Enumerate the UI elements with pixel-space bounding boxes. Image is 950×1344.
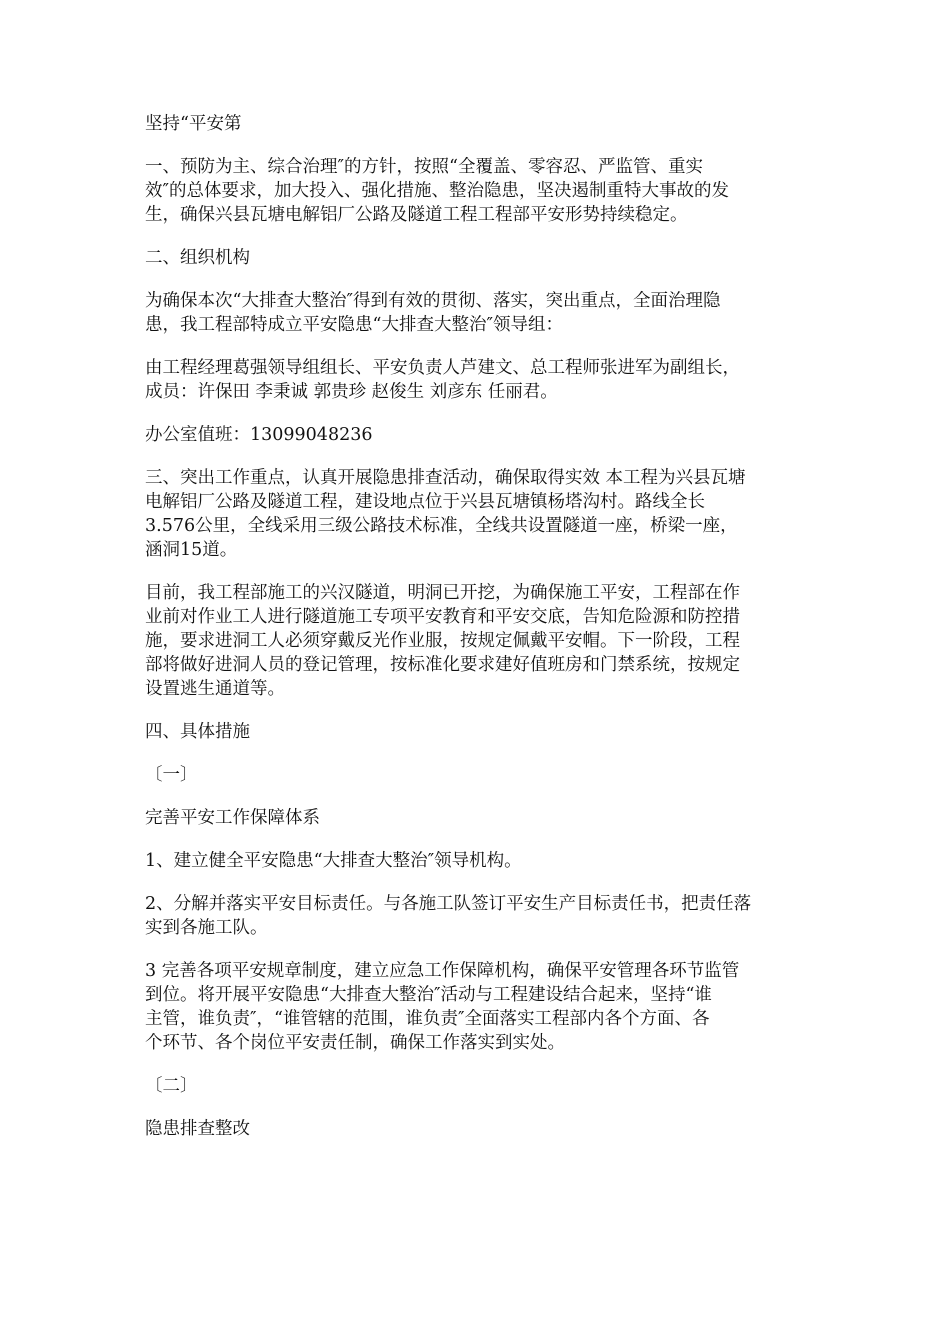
text-line: 三、突出工作重点，认真开展隐患排查活动，确保取得实效 本工程为兴县瓦塘 xyxy=(145,468,746,488)
text-line: 患，我工程部特成立平安隐患“大排查大整治″领导组： xyxy=(145,315,563,335)
paragraph-key-work xyxy=(145,466,810,562)
text-line: 实到各施工队。 xyxy=(145,918,268,938)
text-line: 施，要求进洞工人必须穿戴反光作业服，按规定佩戴平安帽。下一阶段，工程 xyxy=(145,631,740,651)
text-line: 效″的总体要求，加大投入、强化措施、整治隐患，坚决遏制重特大事故的发 xyxy=(145,181,730,201)
text-line: 个环节、各个岗位平安责任制，确保工作落实到实处。 xyxy=(145,1033,565,1053)
subsection-number-1 xyxy=(145,763,810,787)
text-line: 到位。将开展平安隐患“大排查大整治″活动与工程建设结合起来，坚持“谁 xyxy=(145,985,712,1005)
text-line: 1、建立健全平安隐患“大排查大整治″领导机构。 xyxy=(145,851,522,871)
text-line: 完善平安工作保障体系 xyxy=(145,808,320,828)
text-line: 〔一〕 xyxy=(145,765,198,785)
section-heading-measures xyxy=(145,720,810,744)
document-body xyxy=(145,112,810,1160)
text-line: 生，确保兴县瓦塘电解铝厂公路及隧道工程工程部平安形势持续稳定。 xyxy=(145,205,688,225)
text-line: 电解铝厂公路及隧道工程，建设地点位于兴县瓦塘镇杨塔沟村。路线全长 xyxy=(145,492,705,512)
list-item-2 xyxy=(145,892,810,940)
text-line: 隐患排查整改 xyxy=(145,1119,250,1139)
text-line: 2、分解并落实平安目标责任。与各施工队签订平安生产目标责任书，把责任落 xyxy=(145,894,752,914)
section-heading-organization xyxy=(145,246,810,270)
text-line: 目前，我工程部施工的兴汉隧道，明洞已开挖，为确保施工平安，工程部在作 xyxy=(145,583,740,603)
text-line: 主管，谁负责″，“谁管辖的范围，谁负责″全面落实工程部内各个方面、各 xyxy=(145,1009,710,1029)
subsection-number-2 xyxy=(145,1074,810,1098)
text-line: 为确保本次“大排查大整治″得到有效的贯彻、落实，突出重点，全面治理隐 xyxy=(145,291,721,311)
subsection-title-safety-system xyxy=(145,806,810,830)
paragraph-organization-members xyxy=(145,356,810,404)
text-line: 部将做好进洞人员的登记管理，按标准化要求建好值班房和门禁系统，按规定 xyxy=(145,655,740,675)
text-line: 坚持“平安第 xyxy=(145,114,242,134)
text-line: 〔二〕 xyxy=(145,1076,198,1096)
paragraph-guideline xyxy=(145,155,810,227)
heading-text: 四、具体措施 xyxy=(145,722,250,742)
list-item-3 xyxy=(145,959,810,1055)
subsection-title-hazard-rectification xyxy=(145,1117,810,1141)
text-line: 一、预防为主、综合治理″的方针，按照“全覆盖、零容忍、严监管、重实 xyxy=(145,157,703,177)
text-line: 办公室值班：13099048236 xyxy=(145,425,373,445)
text-line: 业前对作业工人进行隧道施工专项平安教育和平安交底，告知危险源和防控措 xyxy=(145,607,740,627)
text-line: 3.576公里，全线采用三级公路技术标准，全线共设置隧道一座，桥梁一座， xyxy=(145,516,738,536)
list-item-1 xyxy=(145,849,810,873)
text-line: 设置逃生通道等。 xyxy=(145,679,285,699)
paragraph-current-status xyxy=(145,581,810,701)
paragraph-intro xyxy=(145,112,810,136)
heading-text: 二、组织机构 xyxy=(145,248,250,268)
paragraph-office-duty xyxy=(145,423,810,447)
text-line: 3 完善各项平安规章制度，建立应急工作保障机构，确保平安管理各环节监管 xyxy=(145,961,740,981)
paragraph-organization-purpose xyxy=(145,289,810,337)
text-line: 由工程经理葛强领导组组长、平安负责人芦建文、总工程师张进军为副组长， xyxy=(145,358,740,378)
text-line: 涵洞15道。 xyxy=(145,540,238,560)
text-line: 成员：许保田 李秉诚 郭贵珍 赵俊生 刘彦东 任丽君。 xyxy=(145,382,558,402)
